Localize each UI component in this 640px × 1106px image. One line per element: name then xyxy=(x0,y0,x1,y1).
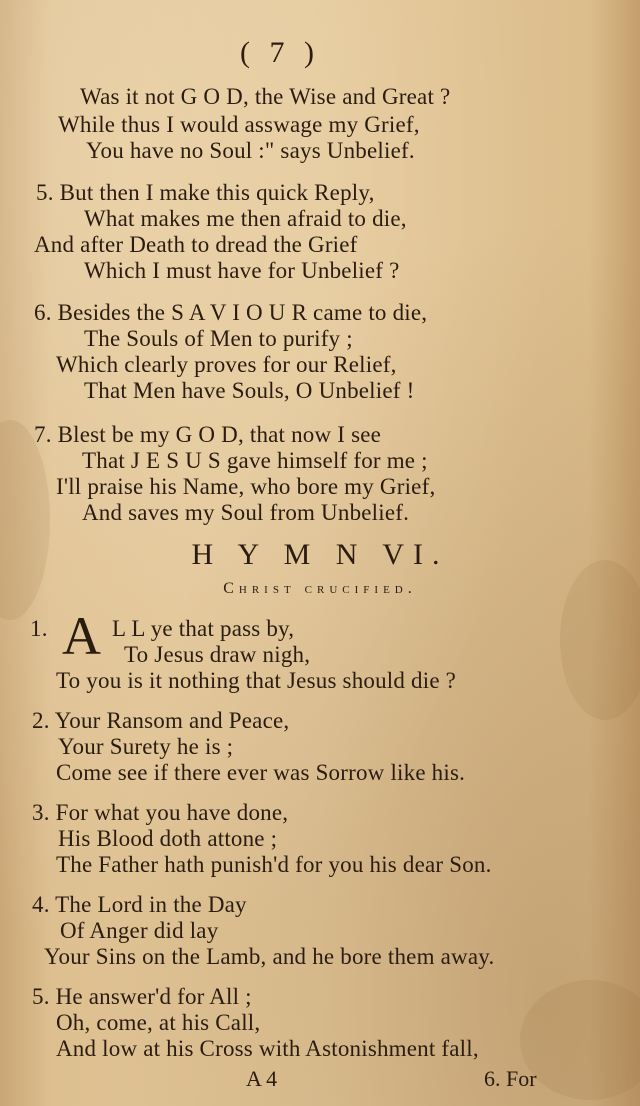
hymn-subtitle: Christ crucified. xyxy=(223,580,417,597)
verse-line: L L ye that pass by, xyxy=(112,616,295,641)
verse-line: And saves my Soul from Unbelief. xyxy=(82,500,410,525)
verse-line: 6. Besides the S A V I O U R came to die, xyxy=(34,300,428,325)
hymn-title: H Y M N VI. xyxy=(191,538,449,571)
signature-mark: A 4 xyxy=(246,1066,278,1091)
verse-line: That Men have Souls, O Unbelief ! xyxy=(84,378,415,403)
verse-line: Come see if there ever was Sorrow like his. xyxy=(56,760,466,785)
verse-line: 2. Your Ransom and Peace, xyxy=(32,708,290,733)
verse-line: Which clearly proves for our Relief, xyxy=(56,352,397,377)
verse-line: 5. But then I make this quick Reply, xyxy=(36,180,375,205)
verse-line: Your Surety he is ; xyxy=(58,734,234,759)
catchword: 6. For xyxy=(484,1066,537,1091)
verse-line: The Father hath punish'd for you his dear Son. xyxy=(56,852,492,877)
verse-line: The Souls of Men to purify ; xyxy=(84,326,353,351)
verse-line: To Jesus draw nigh, xyxy=(124,642,311,667)
verse-line: Oh, come, at his Call, xyxy=(56,1010,261,1035)
page-number: ( 7 ) xyxy=(240,36,320,69)
verse-line: 3. For what you have done, xyxy=(32,800,289,825)
verse-line: While thus I would asswage my Grief, xyxy=(58,112,420,137)
verse-number: 1. xyxy=(30,616,48,641)
verse-line: Was it not G O D, the Wise and Great ? xyxy=(80,84,451,109)
verse-line: Of Anger did lay xyxy=(60,918,219,943)
verse-line: I'll praise his Name, who bore my Grief, xyxy=(56,474,436,499)
verse-line: To you is it nothing that Jesus should die ? xyxy=(56,668,457,693)
verse-line: 7. Blest be my G O D, that now I see xyxy=(34,422,382,447)
verse-line: 5. He answer'd for All ; xyxy=(32,984,252,1009)
verse-line: That J E S U S gave himself for me ; xyxy=(82,448,428,473)
paper-stain xyxy=(520,980,640,1100)
verse-line: What makes me then afraid to die, xyxy=(84,206,407,231)
verse-line: Your Sins on the Lamb, and he bore them away. xyxy=(44,944,495,969)
verse-line: His Blood doth attone ; xyxy=(58,826,278,851)
verse-line: Which I must have for Unbelief ? xyxy=(84,258,400,283)
verse-line: You have no Soul :" says Unbelief. xyxy=(86,138,415,163)
verse-line: And after Death to dread the Grief xyxy=(34,232,358,257)
drop-cap: A xyxy=(62,606,101,666)
verse-line: And low at his Cross with Astonishment fall, xyxy=(56,1036,479,1061)
verse-line: 4. The Lord in the Day xyxy=(32,892,247,917)
